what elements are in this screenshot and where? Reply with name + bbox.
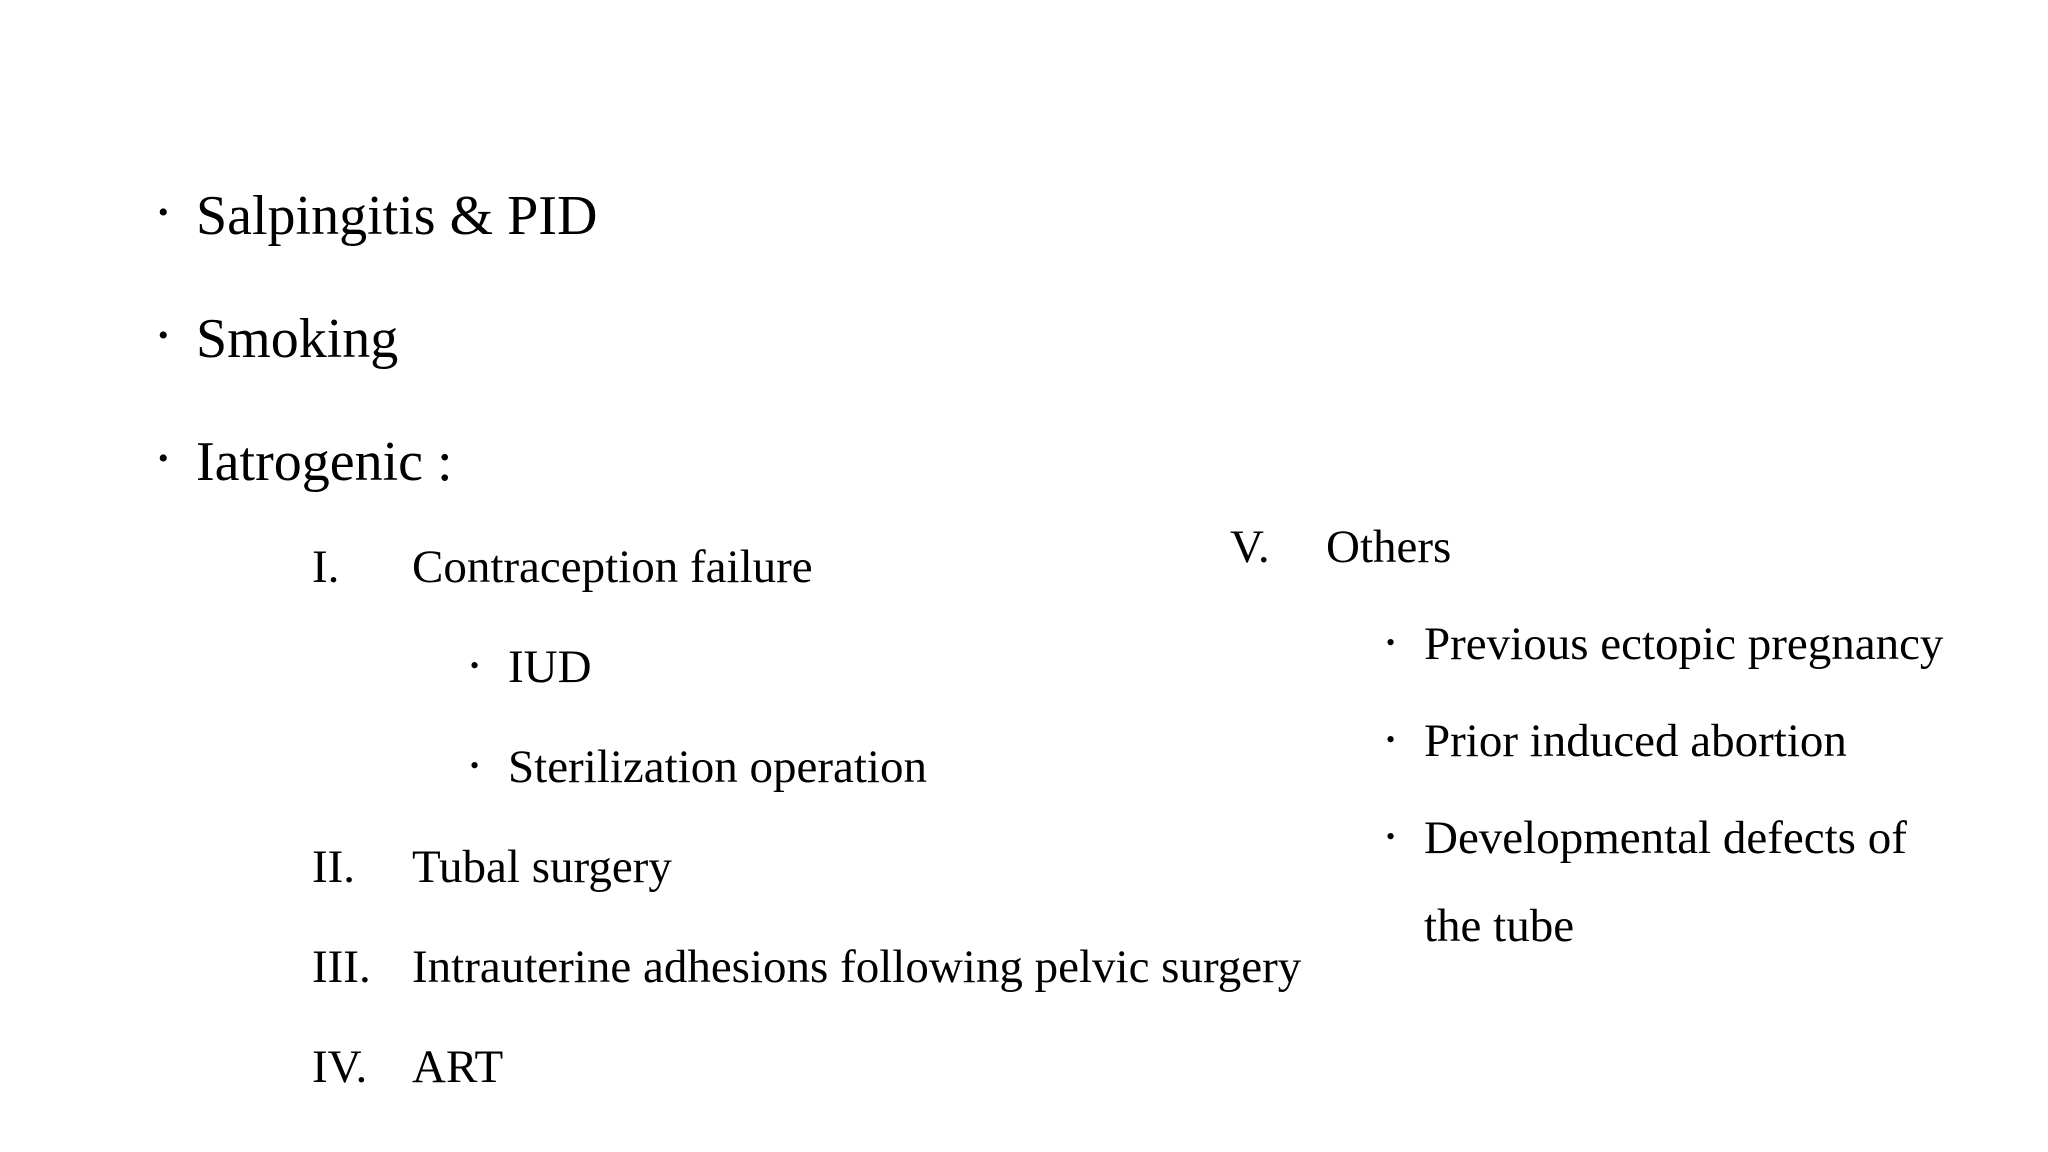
numeral-iii: III. (312, 941, 371, 993)
others-item-previous-ectopic: Previous ectopic pregnancy (1424, 618, 1944, 670)
item-contraception-failure: Contraception failure (412, 541, 813, 593)
bullet-icon: • (1386, 822, 1396, 851)
main-bullet-iatrogenic: Iatrogenic : (196, 431, 453, 493)
numeral-iv: IV. (312, 1041, 368, 1093)
others-item-developmental-defects: Developmental defects of (1424, 812, 1907, 864)
numeral-ii: II. (312, 841, 356, 893)
bullet-icon: • (470, 651, 480, 680)
sub-item-sterilization: Sterilization operation (508, 741, 927, 793)
bullet-icon: • (470, 751, 480, 780)
others-item-developmental-defects-continuation: the tube (1424, 900, 1575, 952)
main-bullet-smoking: Smoking (196, 308, 399, 370)
numeral-i: I. (312, 541, 340, 593)
bullet-icon: • (158, 442, 169, 475)
item-tubal-surgery: Tubal surgery (412, 841, 672, 893)
others-heading: Others (1326, 521, 1452, 573)
bullet-icon: • (1386, 628, 1396, 657)
item-intrauterine-adhesions: Intrauterine adhesions following pelvic surgery (412, 941, 1302, 993)
numeral-v: V. (1230, 521, 1270, 573)
main-bullet-salpingitis: Salpingitis & PID (196, 185, 598, 247)
bullet-icon: • (158, 319, 169, 352)
item-art: ART (412, 1041, 504, 1093)
bullet-icon: • (158, 196, 169, 229)
others-item-prior-abortion: Prior induced abortion (1424, 715, 1847, 767)
bullet-icon: • (1386, 725, 1396, 754)
sub-item-iud: IUD (508, 641, 592, 693)
